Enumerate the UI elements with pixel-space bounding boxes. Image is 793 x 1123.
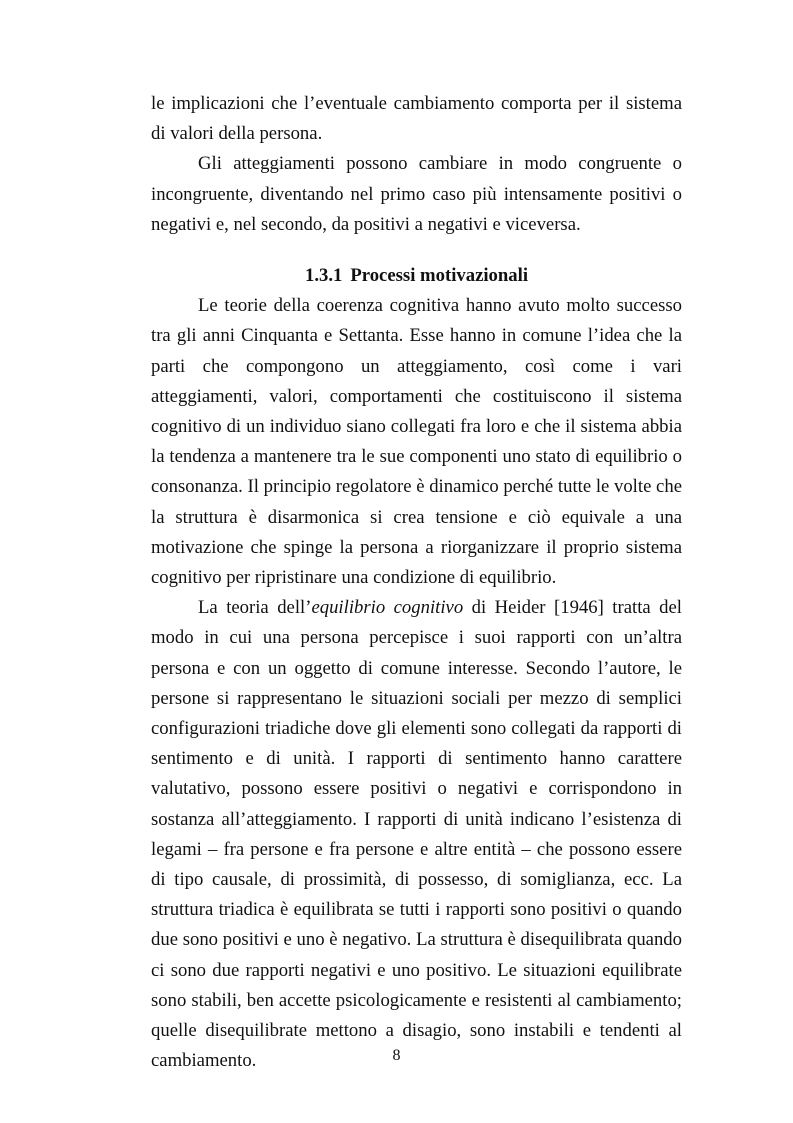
paragraph-cognitive-coherence: Le teorie della coerenza cognitiva hanno avuto molto successo tra gli anni Cinquanta e Settanta. Esse hanno in comune l’idea che la parti che compongono un atteggiamento, così come i vari atteggiamenti, valori, comportamenti che costituiscono il sistema cognitivo di un individuo siano collegati fra loro e che il sistema abbia la tendenza a mantenere tra le sue componenti uno stato di equilibrio o consonanza. Il principio regolatore è dinamico perché tutte le volte che la struttura è disarmonica si crea tensione e ciò equivale a una motivazione che spinge la persona a riorganizzare il proprio sistema cognitivo per ripristinare una condizione di equilibrio. (151, 295, 682, 589)
page-body (151, 89, 682, 1077)
section-title: Processi motivazionali (350, 265, 529, 287)
paragraph-heider-start: La teoria dell’ (198, 597, 312, 619)
paragraph-attitude-change: Gli atteggiamenti possono cambiare in modo congruente o incongruente, diventando nel primo caso più intensamente positivi o negativi e, nel secondo, da positivi a negativi e viceversa. (151, 153, 682, 235)
paragraph-continuation: le implicazioni che l’eventuale cambiamento comporta per il sistema di valori della persona. (151, 93, 682, 145)
section-number: 1.3.1 (304, 265, 343, 287)
page-number: 8 (392, 1047, 401, 1064)
paragraph-heider-rest: di Heider [1946] tratta del modo in cui una persona percepisce i suoi rapporti con un’altra persona e con un oggetto di comune interesse. Secondo l’autore, le persone si rappresentano le situazioni sociali per mezzo di semplici configurazioni triadiche dove gli elementi sono collegati da rapporti di sentimento e di unità. I rapporti di sentimento hanno carattere valutativo, possono essere positivi o negativi e corrispondono in sostanza all’atteggiamento. I rapporti di unità indicano l’esistenza di legami – fra persone e fra persone e altre entità – che possono essere di tipo causale, di prossimità, di possesso, di somiglianza, ecc. La struttura triadica è equilibrata se tutti i rapporti sono positivi o quando due sono positivi e uno è negativo. La struttura è disequilibrata quando ci sono due rapporti negativi e uno positivo. Le situazioni equilibrate sono stabili, ben accette psicologicamente e resistenti al cambiamento; quelle disequilibrate mettono a disagio, sono instabili e tendenti al cambiamento. (151, 597, 682, 1072)
paragraph-heider-theory (151, 593, 682, 1076)
italic-term-equilibrio-cognitivo: equilibrio cognitivo (311, 597, 464, 619)
section-heading (151, 261, 682, 291)
